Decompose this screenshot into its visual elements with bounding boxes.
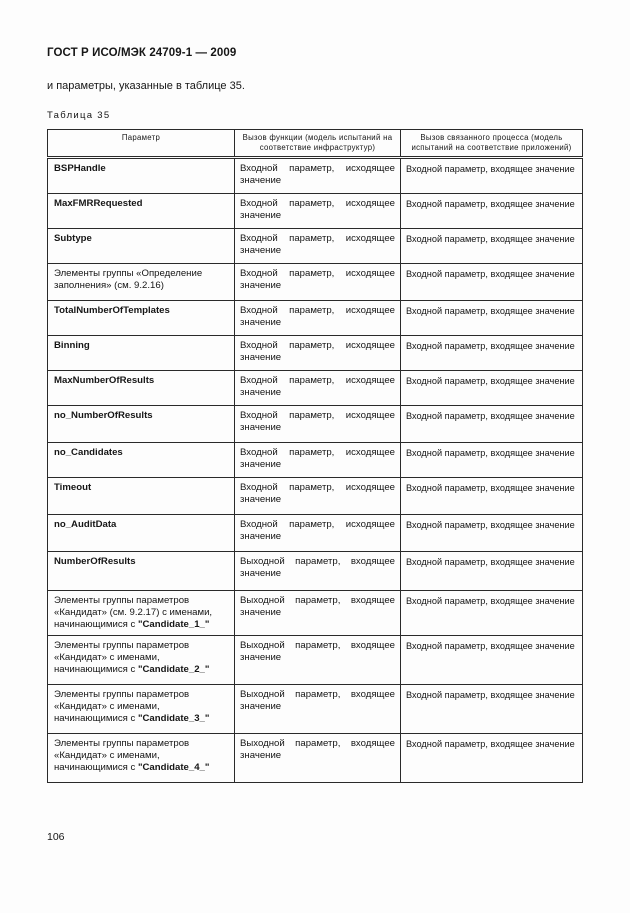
parameter-name: NumberOfResults: [54, 556, 136, 567]
cell-function-call: Входной параметр, исходящее значение: [235, 478, 401, 515]
cell-related-process: Входной параметр, входящее значение: [401, 158, 583, 194]
table-caption: Таблица 35: [47, 110, 111, 121]
cell-function-call: Входной параметр, исходящее значение: [235, 194, 401, 229]
cell-parameter: [48, 552, 235, 591]
cell-function-call: Входной параметр, исходящее значение: [235, 264, 401, 301]
parameter-name: BSPHandle: [54, 163, 106, 174]
parameter-text: Элементы группы параметров «Кандидат» (см. 9.2.17) с именами, начинающимися с: [54, 595, 213, 630]
parameter-text: Элементы группы параметров «Кандидат» с именами, начинающимися с: [54, 689, 190, 724]
cell-parameter: [48, 478, 235, 515]
parameter-name: "Candidate_1_": [137, 619, 210, 630]
table-row: [48, 336, 583, 371]
table-row: [48, 264, 583, 301]
table-row: [48, 552, 583, 591]
parameter-text: Элементы группы параметров «Кандидат» с именами, начинающимися с: [54, 738, 190, 773]
cell-function-call: Выходной параметр, входящее значение: [235, 685, 401, 734]
parameter-name: TotalNumberOfTemplates: [54, 305, 170, 316]
cell-parameter: [48, 406, 235, 443]
cell-related-process: Входной параметр, входящее значение: [401, 406, 583, 443]
cell-related-process: Входной параметр, входящее значение: [401, 336, 583, 371]
cell-parameter: [48, 336, 235, 371]
table-row: [48, 158, 583, 194]
parameter-text: Элементы группы параметров «Кандидат» с именами, начинающимися с: [54, 640, 190, 675]
table-row: [48, 591, 583, 636]
cell-function-call: Входной параметр, исходящее значение: [235, 371, 401, 406]
table-row: [48, 301, 583, 336]
page-number: 106: [47, 831, 65, 843]
cell-parameter: [48, 636, 235, 685]
parameter-name: MaxNumberOfResults: [54, 375, 155, 386]
cell-function-call: Выходной параметр, входящее значение: [235, 734, 401, 783]
table-row: [48, 371, 583, 406]
cell-function-call: Входной параметр, исходящее значение: [235, 158, 401, 194]
cell-function-call: Выходной параметр, входящее значение: [235, 552, 401, 591]
table-row: [48, 194, 583, 229]
cell-function-call: Входной параметр, исходящее значение: [235, 443, 401, 478]
cell-parameter: [48, 194, 235, 229]
parameter-name: "Candidate_4_": [137, 762, 210, 773]
parameter-name: Timeout: [54, 482, 92, 493]
table-body: [48, 158, 583, 783]
table-row: [48, 734, 583, 783]
parameter-name: Subtype: [54, 233, 92, 244]
cell-parameter: [48, 685, 235, 734]
table-row: [48, 685, 583, 734]
cell-related-process: Входной параметр, входящее значение: [401, 264, 583, 301]
cell-parameter: [48, 515, 235, 552]
cell-related-process: Входной параметр, входящее значение: [401, 229, 583, 264]
cell-related-process: Входной параметр, входящее значение: [401, 371, 583, 406]
table-header-row: [48, 130, 583, 158]
table-row: [48, 229, 583, 264]
cell-function-call: Входной параметр, исходящее значение: [235, 301, 401, 336]
cell-function-call: Выходной параметр, входящее значение: [235, 591, 401, 636]
cell-parameter: [48, 158, 235, 194]
parameter-name: "Candidate_3_": [137, 713, 210, 724]
column-header-function-call: Вызов функции (модель испытаний на соответствие инфраструктур): [235, 130, 401, 158]
cell-parameter: [48, 301, 235, 336]
cell-related-process: Входной параметр, входящее значение: [401, 734, 583, 783]
parameter-name: Binning: [54, 340, 90, 351]
cell-related-process: Входной параметр, входящее значение: [401, 515, 583, 552]
cell-function-call: Выходной параметр, входящее значение: [235, 636, 401, 685]
cell-function-call: Входной параметр, исходящее значение: [235, 336, 401, 371]
cell-related-process: Входной параметр, входящее значение: [401, 301, 583, 336]
cell-function-call: Входной параметр, исходящее значение: [235, 515, 401, 552]
parameters-table: [47, 129, 583, 783]
cell-related-process: Входной параметр, входящее значение: [401, 552, 583, 591]
table-row: [48, 636, 583, 685]
cell-related-process: Входной параметр, входящее значение: [401, 478, 583, 515]
table-row: [48, 478, 583, 515]
parameter-name: no_Candidates: [54, 447, 123, 458]
cell-function-call: Входной параметр, исходящее значение: [235, 229, 401, 264]
cell-related-process: Входной параметр, входящее значение: [401, 636, 583, 685]
cell-related-process: Входной параметр, входящее значение: [401, 194, 583, 229]
cell-related-process: Входной параметр, входящее значение: [401, 443, 583, 478]
cell-parameter: [48, 371, 235, 406]
parameter-name: no_NumberOfResults: [54, 410, 153, 421]
table-row: [48, 515, 583, 552]
intro-text: и параметры, указанные в таблице 35.: [47, 80, 245, 92]
cell-parameter: [48, 229, 235, 264]
parameter-name: MaxFMRRequested: [54, 198, 143, 209]
document-header: ГОСТ Р ИСО/МЭК 24709-1 — 2009: [47, 47, 237, 59]
cell-related-process: Входной параметр, входящее значение: [401, 685, 583, 734]
cell-function-call: Входной параметр, исходящее значение: [235, 406, 401, 443]
parameter-text: Элементы группы «Определение заполнения» (см. 9.2.16): [54, 268, 203, 291]
parameter-name: "Candidate_2_": [137, 664, 210, 675]
table-row: [48, 443, 583, 478]
parameter-name: no_AuditData: [54, 519, 117, 530]
column-header-related-process: Вызов связанного процесса (модель испытаний на соответствие приложений): [401, 130, 583, 158]
cell-parameter: [48, 591, 235, 636]
cell-parameter: [48, 443, 235, 478]
table-row: [48, 406, 583, 443]
column-header-parameter: Параметр: [48, 130, 235, 158]
cell-parameter: [48, 734, 235, 783]
cell-related-process: Входной параметр, входящее значение: [401, 591, 583, 636]
cell-parameter: [48, 264, 235, 301]
